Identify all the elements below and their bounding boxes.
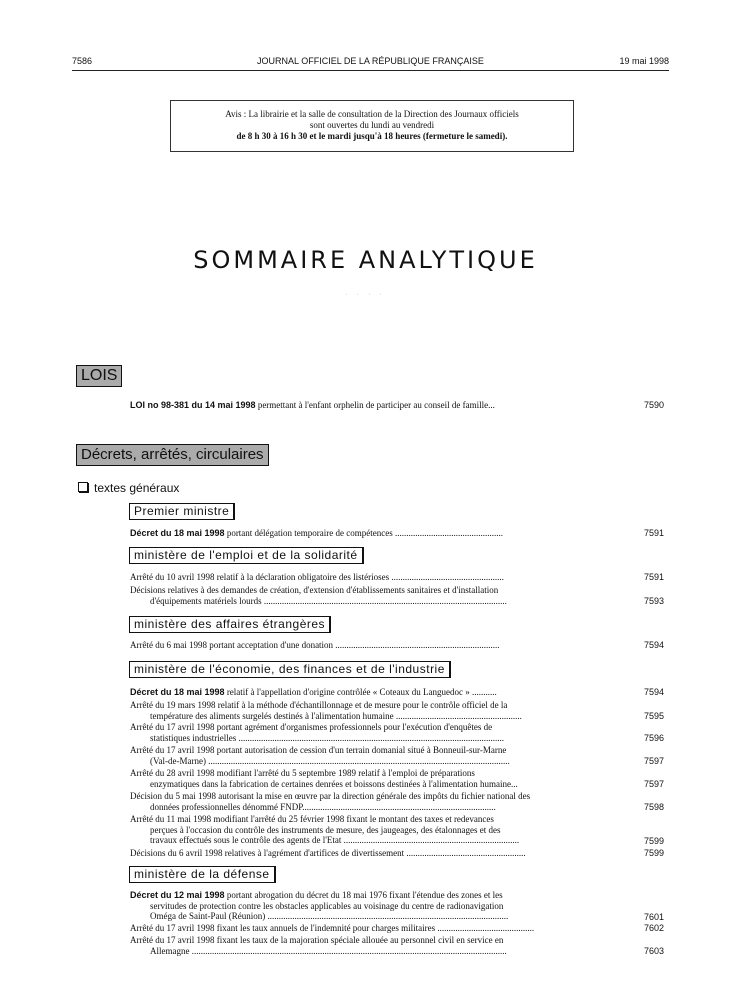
notice-line-2: sont ouvertes du lundi au vendredi (309, 120, 435, 130)
toc-entry[interactable] (130, 528, 635, 539)
page-ref: 7591 (643, 572, 664, 582)
section-heading (78, 481, 179, 495)
entry-line: Arrêté du 11 mai 1998 modifiant l'arrêté du 25 février 1998 fixant le montant des taxes et redevances (130, 814, 494, 824)
page-ref: 7599 (643, 836, 664, 846)
ministry-heading: ministère de l'économie, des finances et de l'industrie (129, 661, 451, 678)
page-ref: 7591 (643, 528, 664, 538)
page-ref: 7601 (643, 912, 664, 922)
entry-line: Arrêté du 6 mai 1998 portant acceptation d'une donation ......................................................................... (130, 640, 500, 650)
page-title: SOMMAIRE ANALYTIQUE (193, 246, 538, 274)
section-label: textes généraux (94, 481, 180, 495)
toc-entry[interactable] (130, 923, 635, 934)
toc-entry[interactable] (130, 935, 635, 956)
entry-line: servitudes de protection contre les obstacles applicables au voisinage du centre de radionavigation (150, 900, 504, 911)
entry-line: Arrêté du 17 avril 1998 fixant les taux de la majoration spéciale allouée au personnel civil en service en (130, 935, 504, 945)
page-ref: 7596 (643, 733, 664, 743)
ministry-heading: ministère des affaires étrangères (129, 616, 331, 633)
page-ref: 7599 (643, 848, 664, 858)
toc-entry[interactable] (130, 585, 635, 606)
entry-line: Arrêté du 17 avril 1998 portant autorisation de cession d'un terrain domanial situé à Bonneuil-sur-Marne (130, 745, 507, 755)
toc-entry[interactable] (130, 700, 635, 721)
toc-entry[interactable] (130, 640, 635, 651)
entry-line: Oméga de Saint-Paul (Réunion) ........................................................................................................... (150, 911, 509, 921)
entry-text: permettant à l'enfant orphelin de participer au conseil de famille... (255, 400, 495, 410)
journal-title: JOURNAL OFFICIEL DE LA RÉPUBLIQUE FRANÇAISE (257, 56, 484, 66)
entry-line: portant délégation temporaire de compétences ................................................ (224, 528, 503, 538)
toc-entry[interactable] (130, 848, 635, 859)
page-ref: 7603 (643, 946, 664, 956)
entry-line: Décisions relatives à des demandes de création, d'extension d'établissements sanitaires et d'installation (130, 585, 499, 595)
toc-entry[interactable] (130, 890, 635, 922)
issue-date: 19 mai 1998 (619, 56, 669, 66)
page-ref: 7597 (643, 779, 664, 789)
entry-line: Décisions du 6 avril 1998 relatives à l'agrément d'artifices de divertissement ..................................................... (130, 848, 526, 858)
toc-entry[interactable] (130, 745, 635, 766)
entry-line: Arrêté du 28 avril 1998 modifiant l'arrêté du 5 septembre 1989 relatif à l'emploi de préparations (130, 768, 475, 778)
toc-entry[interactable] (130, 791, 635, 812)
page-ref: 7593 (643, 596, 664, 606)
ministry-heading: Premier ministre (129, 503, 235, 520)
page-ref: 7590 (643, 400, 664, 410)
entry-line: Allemagne ............................................................................................................................................ (150, 945, 507, 956)
entry-line: (Val-de-Marne) ...................................................................................................................................... (150, 755, 510, 766)
page-number: 7586 (72, 56, 93, 66)
entry-line: travaux effectués sous le contrôle des agents de l'Etat .............................................................................. (150, 835, 520, 845)
entry-line: Arrêté du 19 mars 1998 relatif à la méthode d'échantillonnage et de mesure pour le contrôle officiel de la (130, 700, 508, 710)
entry-line: données professionnelles dénommé FNDP...................................................................................... (150, 801, 496, 812)
page-ref: 7595 (643, 711, 664, 721)
page-ref: 7598 (643, 802, 664, 812)
toc-entry[interactable] (130, 572, 635, 583)
entry-line: enzymatiques dans la fabrication de certaines denrées et boissons destinées à l'alimentation humaine... (150, 778, 518, 789)
ministry-heading: ministère de l'emploi et de la solidarité (129, 547, 364, 564)
entry-line: Arrêté du 10 avril 1998 relatif à la déclaration obligatoire des listérioses .................................................. (130, 572, 504, 582)
entry-line: température des aliments surgelés destinés à l'alimentation humaine ........................................................ (150, 710, 522, 721)
entry-line: Décision du 5 mai 1998 autorisant la mise en œuvre par la direction générale des impôts du fichier national des (130, 791, 531, 801)
page-ref: 7602 (643, 923, 664, 933)
lois-entry[interactable] (130, 400, 630, 411)
entry-line: portant abrogation du décret du 18 mai 1976 fixant l'étendue des zones et les (224, 890, 503, 900)
toc-entry[interactable] (130, 814, 635, 846)
opening-hours-notice (170, 100, 574, 152)
entry-line: relatif à l'appellation d'origine contrôlée « Coteaux du Languedoc » ........... (224, 687, 497, 697)
toc-entry[interactable] (130, 722, 635, 743)
running-header (72, 56, 669, 71)
entry-bold: Décret du 12 mai 1998 (130, 890, 225, 900)
page-ref: 7594 (643, 640, 664, 650)
page-ref: 7597 (643, 756, 664, 766)
toc-entry[interactable] (130, 687, 635, 698)
page-ref: 7594 (643, 687, 664, 697)
lois-heading: LOIS (76, 365, 122, 387)
entry-bold: Décret du 18 mai 1998 (130, 687, 225, 697)
entry-line: Arrêté du 17 avril 1998 fixant les taux annuels de l'indemnité pour charges militaires ........................................... (130, 923, 535, 933)
notice-line-1: Avis : La librairie et la salle de consultation de la Direction des Journaux officiels (225, 109, 519, 119)
entry-line: statistiques industrielles ...................................................................................................................... (150, 732, 504, 743)
title-ornament: · · · · (345, 292, 386, 298)
toc-entry[interactable] (130, 768, 635, 789)
checkbox-icon (78, 482, 88, 492)
entry-bold: Décret du 18 mai 1998 (130, 528, 225, 538)
ministry-heading: ministère de la défense (129, 866, 276, 883)
entry-line: perçues à l'occasion du contrôle des instruments de mesure, des jaugeages, des étalonnages et des (150, 824, 501, 835)
entry-line: d'équipements matériels lourds ............................................................................................................ (150, 595, 507, 606)
decrets-heading: Décrets, arrêtés, circulaires (76, 444, 269, 466)
entry-bold: LOI no 98-381 du 14 mai 1998 (130, 400, 256, 410)
notice-line-3: de 8 h 30 à 16 h 30 et le mardi jusqu'à 18 heures (fermeture le samedi). (236, 131, 508, 141)
entry-line: Arrêté du 17 avril 1998 portant agrément d'organismes professionnels pour l'exécution d'enquêtes de (130, 722, 493, 732)
